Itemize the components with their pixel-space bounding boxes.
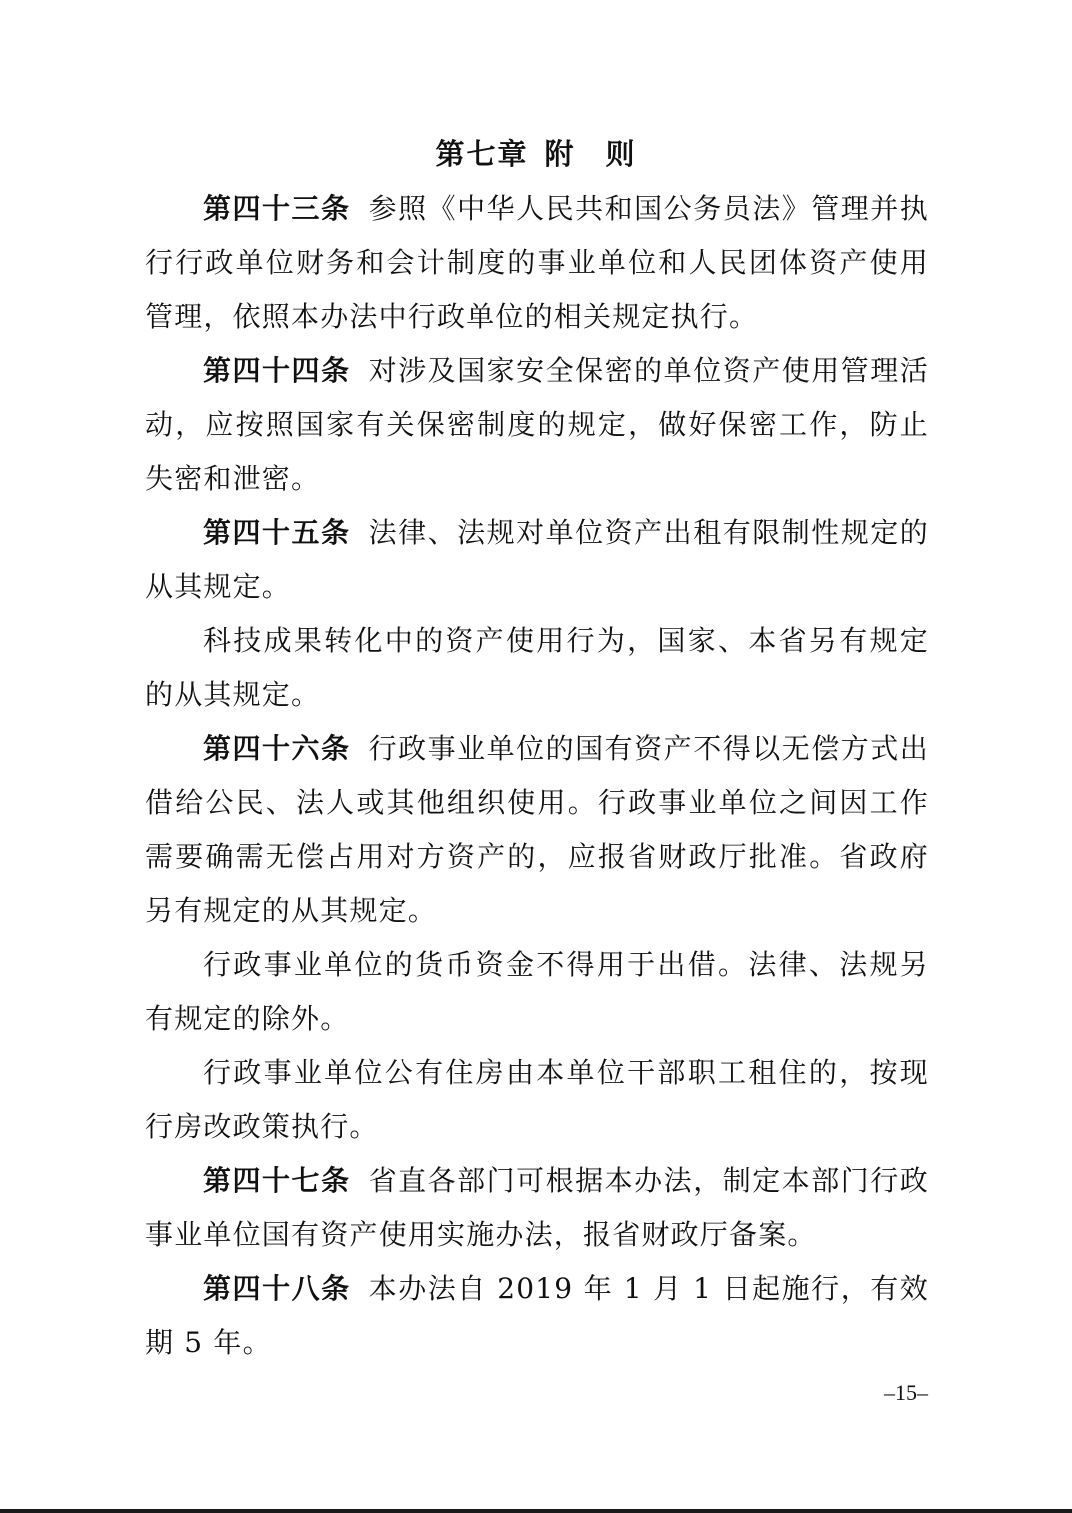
article-number: 第四十六条 [203,732,351,765]
article-text: 行政事业单位的国有资产不得以无偿方式出借给公民、法人或其他组织使用。行政事业单位之间因工作需要确需无偿占用对方资产的，应报省财政厅批准。省政府另有规定的从其规定。 [145,732,929,927]
article-text: 对涉及国家安全保密的单位资产使用管理活动，应按照国家有关保密制度的规定，做好保密工作，防止失密和泄密。 [145,354,929,495]
article-text: 参照《中华人民共和国公务员法》管理并执行行政单位财务和会计制度的事业单位和人民团体资产使用管理，依照本办法中行政单位的相关规定执行。 [145,192,929,333]
article-43 [145,182,929,344]
article-text: 法律、法规对单位资产出租有限制性规定的从其规定。 [145,516,929,603]
article-46-paragraph-3 [145,1046,929,1154]
article-number: 第四十四条 [203,354,351,387]
chapter-title-part2: 则 [605,137,637,171]
chapter-title [0,130,1072,178]
article-45 [145,506,929,614]
paragraph-text: 行政事业单位公有住房由本单位干部职工租住的，按现行房改政策执行。 [145,1056,929,1143]
article-number: 第四十八条 [203,1272,351,1305]
bottom-rule [0,1509,1072,1513]
page-number: –15– [884,1380,928,1405]
chapter-title-part1: 附 [544,137,576,171]
article-47 [145,1154,929,1262]
chapter-number: 第七章 [435,137,529,171]
article-48 [145,1262,929,1370]
article-45-paragraph-2 [145,614,929,722]
article-number: 第四十五条 [203,516,351,549]
article-46 [145,722,929,938]
paragraph-text: 科技成果转化中的资产使用行为，国家、本省另有规定的从其规定。 [145,624,929,711]
article-44 [145,344,929,506]
document-body [145,182,929,1370]
article-text: 省直各部门可根据本办法，制定本部门行政事业单位国有资产使用实施办法，报省财政厅备案。 [145,1164,929,1251]
article-46-paragraph-2 [145,938,929,1046]
article-number: 第四十七条 [203,1164,351,1197]
article-text: 本办法自 2019 年 1 月 1 日起施行，有效期 5 年。 [145,1272,929,1359]
article-number: 第四十三条 [203,192,351,225]
paragraph-text: 行政事业单位的货币资金不得用于出借。法律、法规另有规定的除外。 [145,948,929,1035]
